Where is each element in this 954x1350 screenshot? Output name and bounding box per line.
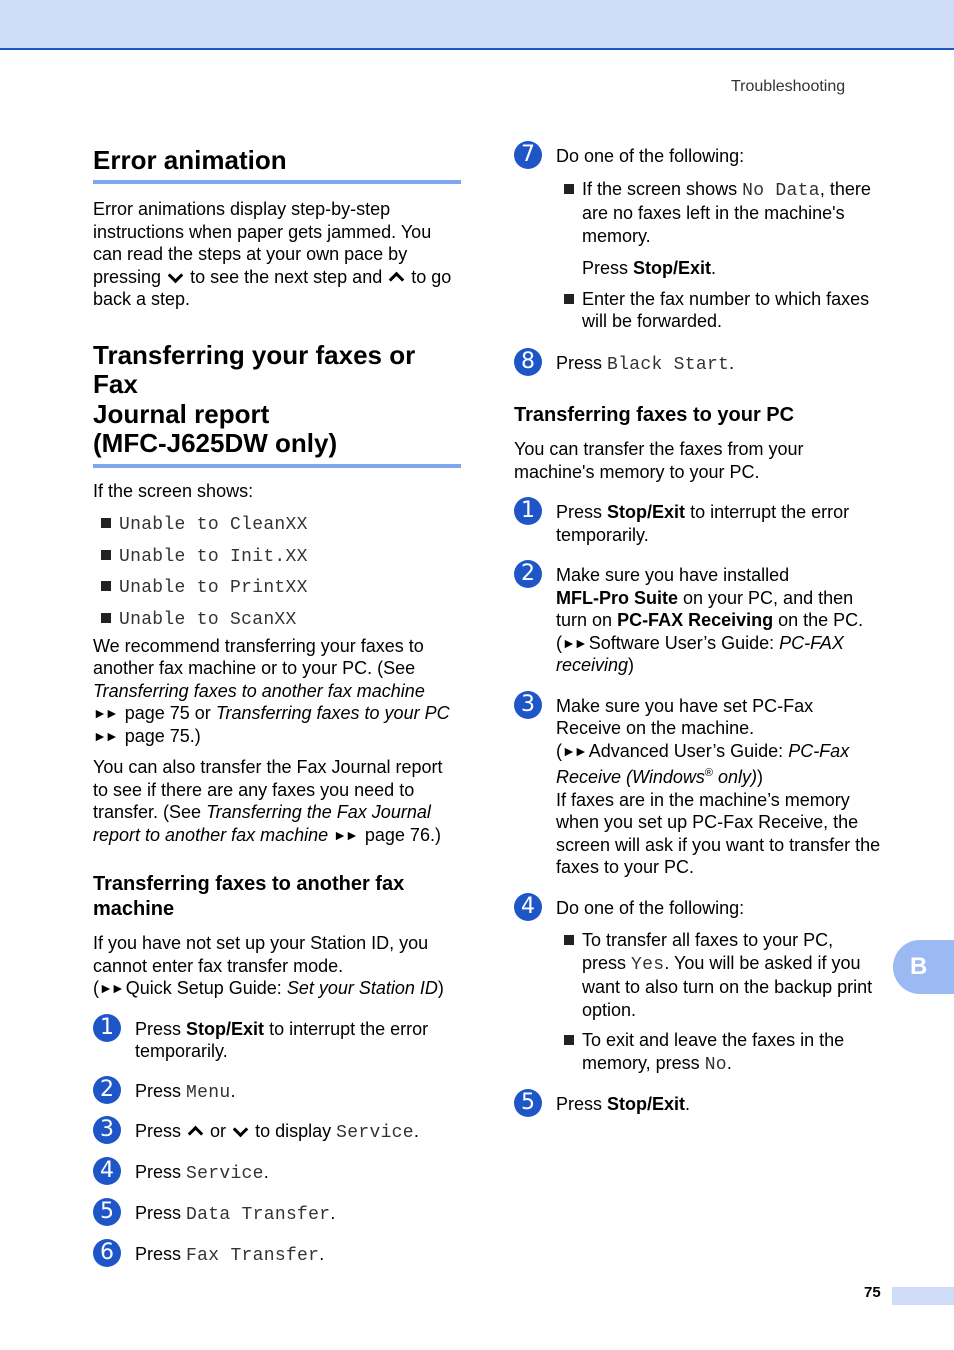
chevron-down-icon bbox=[233, 1122, 249, 1138]
double-arrow-icon: ►► bbox=[562, 634, 586, 651]
top-banner bbox=[0, 0, 954, 50]
double-arrow-icon: ►► bbox=[562, 742, 586, 759]
step-number-badge: 3 bbox=[93, 1116, 121, 1144]
step-number-badge: 6 bbox=[93, 1239, 121, 1267]
heading-error-animation: Error animation bbox=[93, 145, 287, 175]
page-number: 75 bbox=[864, 1284, 881, 1301]
step-number-badge: 4 bbox=[93, 1157, 121, 1185]
double-arrow-icon: ►► bbox=[93, 727, 117, 744]
heading-transfer: Transferring your faxes or Fax Journal report (MFC-J625DW only) bbox=[93, 339, 416, 458]
step-item: 7 Do one of the following: If the screen shows No Data, there are no faxes left in the machine's memory. Press Stop/Exit. Enter the fax number to which faxes will be forwarded. bbox=[514, 145, 882, 333]
step-item: 6 Press Fax Transfer. bbox=[93, 1243, 461, 1273]
right-column bbox=[514, 142, 882, 1116]
running-header: Troubleshooting bbox=[731, 78, 846, 95]
station-id-paragraph: If you have not set up your Station ID, you cannot enter fax transfer mode. (►► Quick Setup Guide: Set your Station ID) bbox=[93, 933, 444, 998]
chevron-up-icon bbox=[188, 1126, 204, 1142]
step-number-badge: 4 bbox=[514, 893, 542, 921]
step-item: 4 Do one of the following: To transfer all faxes to your PC, press Yes. You will be asked if you want to also turn on the backup print option. To exit and leave the faxes in the memory, press No. bbox=[514, 897, 882, 1077]
list-item: To exit and leave the faxes in the memory, press No. bbox=[556, 1029, 882, 1076]
pc-intro: You can transfer the faxes from your machine's memory to your PC. bbox=[514, 439, 804, 482]
step-number-badge: 3 bbox=[514, 691, 542, 719]
step-number-badge: 2 bbox=[514, 560, 542, 588]
journal-paragraph: You can also transfer the Fax Journal report to see if there are any faxes you need to transfer. (See Transferring the Fax Journal report to another fax machine ►► page 76.) bbox=[93, 757, 443, 845]
chevron-up-icon bbox=[389, 272, 405, 288]
heading-transfer-pc: Transferring faxes to your PC bbox=[514, 404, 795, 426]
step-number-badge: 1 bbox=[93, 1014, 121, 1042]
step-number-badge: 8 bbox=[514, 348, 542, 376]
transfer-steps bbox=[93, 1014, 461, 1273]
step-number-badge: 2 bbox=[93, 1076, 121, 1104]
step-item: 3 Make sure you have set PC-Fax Receive on the machine. (►► Advanced User’s Guide: PC-Fax Receive (Windows® only)) If faxes are in the machine’s memory when you set up PC-Fax Receive, the screen will ask if you want to transfer the faxes to your PC. bbox=[514, 695, 882, 879]
heading-rule bbox=[93, 464, 461, 468]
step-number-badge: 1 bbox=[514, 497, 542, 525]
left-column bbox=[93, 145, 461, 1273]
double-arrow-icon: ►► bbox=[99, 980, 123, 996]
step-number-badge: 5 bbox=[93, 1198, 121, 1226]
list-item: To transfer all faxes to your PC, press Yes. You will be asked if you want to also turn on the backup print option. bbox=[556, 929, 882, 1021]
heading-transfer-another: Transferring faxes to another fax machine bbox=[93, 873, 405, 920]
list-item: Unable to PrintXX bbox=[93, 575, 461, 607]
step-item: 8 Press Black Start. bbox=[514, 352, 882, 377]
square-bullet-icon bbox=[564, 935, 574, 945]
square-bullet-icon bbox=[564, 184, 574, 194]
list-item: Unable to CleanXX bbox=[93, 512, 461, 544]
step-item: 2 Make sure you have installed MFL-Pro Suite on your PC, and then turn on PC-FAX Receiving on the PC. (►► Software User’s Guide: PC-FAX receiving) bbox=[514, 564, 882, 677]
list-item: Unable to Init.XX bbox=[93, 544, 461, 576]
step-item: 2 Press Menu. bbox=[93, 1080, 461, 1120]
square-bullet-icon bbox=[101, 518, 111, 528]
chapter-tab: B bbox=[893, 940, 954, 994]
step-item: 1 Press Stop/Exit to interrupt the error temporarily. bbox=[93, 1018, 461, 1080]
double-arrow-icon: ►► bbox=[93, 705, 117, 721]
square-bullet-icon bbox=[564, 294, 574, 304]
page-number-bar bbox=[892, 1287, 954, 1305]
step-item: 4 Press Service. bbox=[93, 1161, 461, 1202]
step-item: 3 Press or to display Service. bbox=[93, 1120, 461, 1161]
step-item: 5 Press Data Transfer. bbox=[93, 1202, 461, 1243]
list-item: Unable to ScanXX bbox=[93, 607, 461, 635]
square-bullet-icon bbox=[101, 581, 111, 591]
double-arrow-icon: ►► bbox=[333, 826, 357, 843]
step-number-badge: 5 bbox=[514, 1089, 542, 1117]
if-screen-shows: If the screen shows: bbox=[93, 480, 254, 501]
error-message-list bbox=[93, 512, 461, 635]
error-animation-paragraph: Error animations display step-by-step instructions when paper gets jammed. You can read the steps at your own pace by pressing to see the next step and to go back a step. bbox=[93, 199, 452, 309]
square-bullet-icon bbox=[564, 1035, 574, 1045]
chevron-down-icon bbox=[168, 268, 184, 284]
step-number-badge: 7 bbox=[514, 141, 542, 169]
heading-rule bbox=[93, 180, 461, 184]
list-item: Enter the fax number to which faxes will be forwarded. bbox=[556, 288, 882, 333]
list-item: If the screen shows No Data, there are no faxes left in the machine's memory. Press Stop/Exit. bbox=[556, 178, 882, 280]
recommend-paragraph: We recommend transferring your faxes to another fax machine or to your PC. (See Transferring faxes to another fax machine ►► page 75 or Transferring faxes to your PC ►► page 75.) bbox=[93, 635, 450, 746]
step-item: 5 Press Stop/Exit. bbox=[514, 1093, 882, 1116]
step-item: 1 Press Stop/Exit to interrupt the error temporarily. bbox=[514, 501, 882, 546]
square-bullet-icon bbox=[101, 550, 111, 560]
square-bullet-icon bbox=[101, 613, 111, 623]
